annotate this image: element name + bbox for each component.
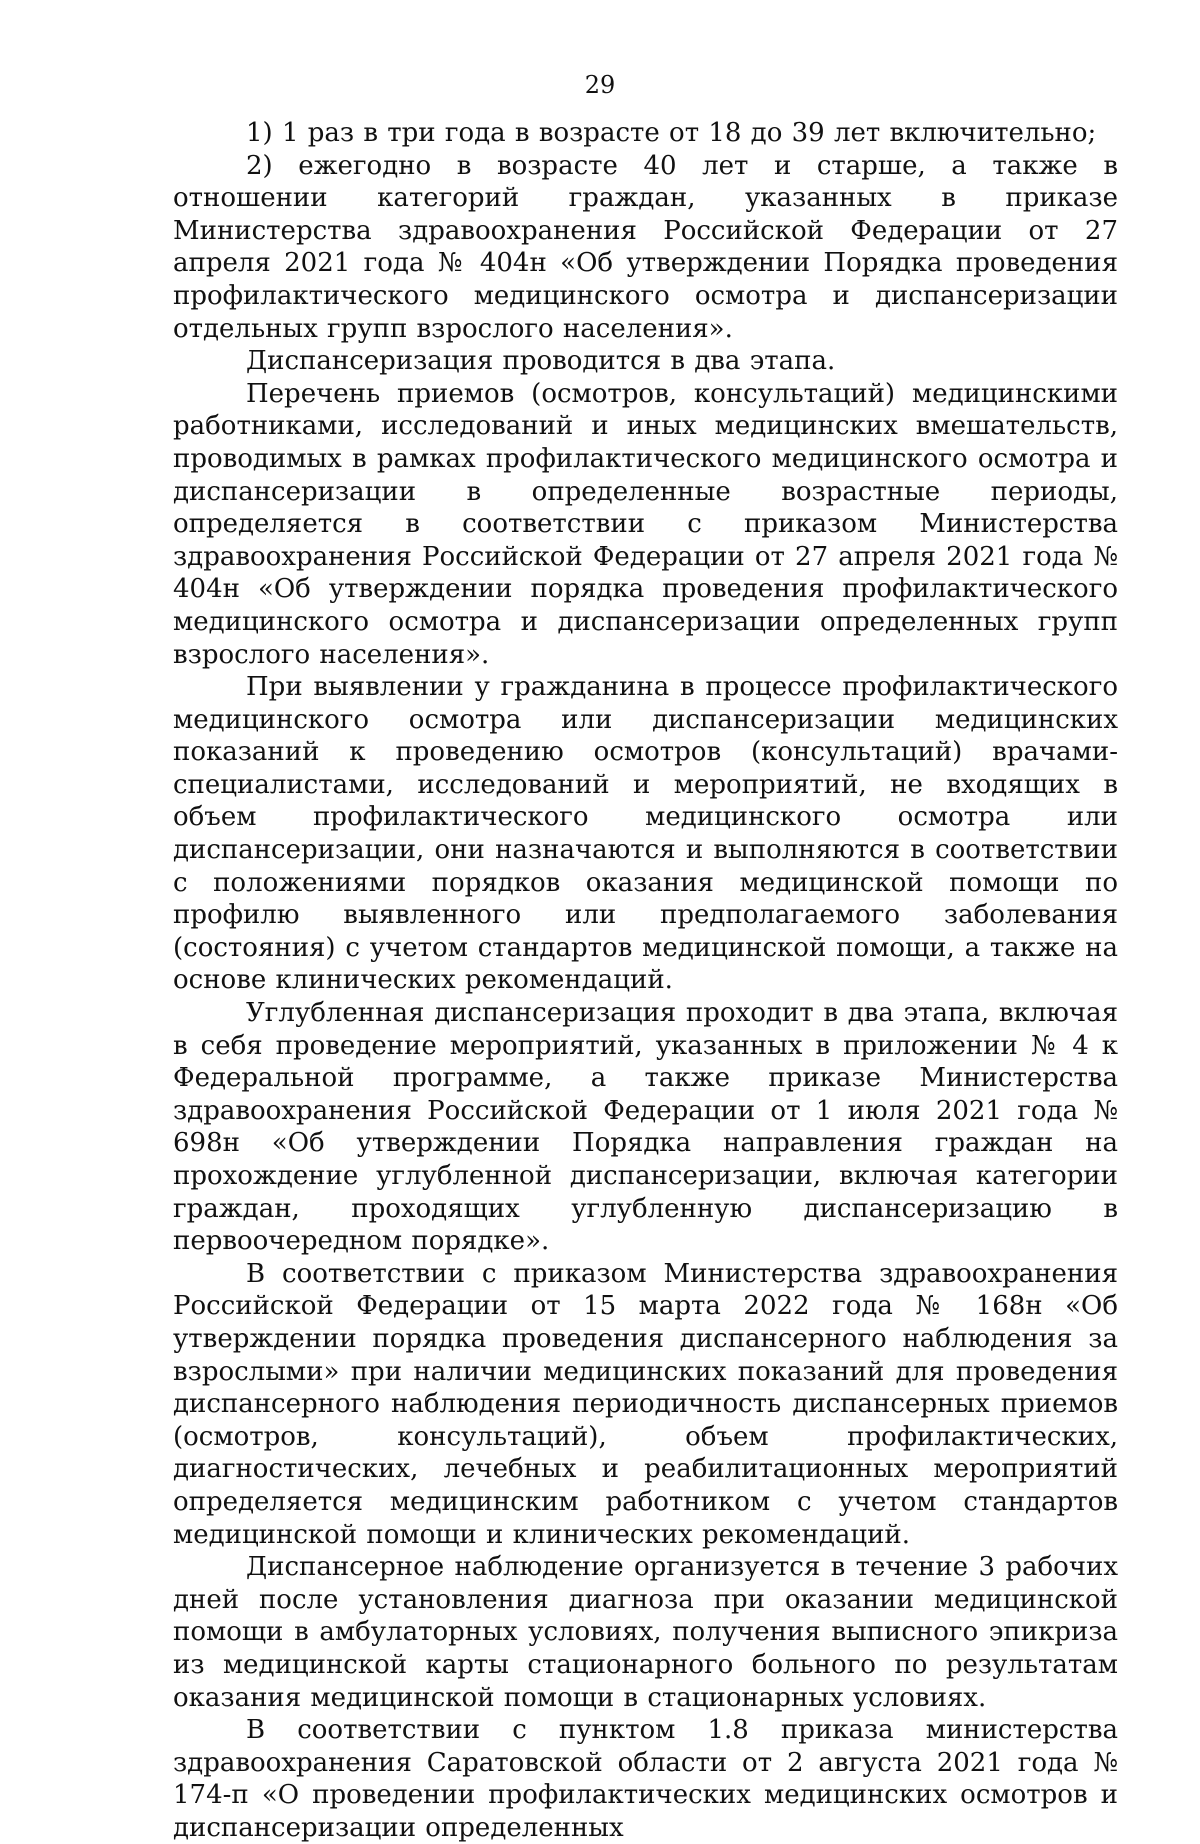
paragraph-saratov-order: В соответствии с пунктом 1.8 приказа министерства здравоохранения Саратовской области от 2 августа 2021 года № 174-п «О проведении профилактических медицинских осмотров и диспансеризации определенных: [173, 1715, 1118, 1843]
paragraph-in-depth: Углубленная диспансеризация проходит в два этапа, включая в себя проведение мероприятий, указанных в приложении № 4 к Федеральной программе, а также приказе Министерства здравоохранения Российской Федерации от 1 июля 2021 года № 698н «Об утверждении Порядка направления граждан на прохождение углубленной диспансеризации, включая категории граждан, проходящих углубленную диспансеризацию в первоочередном порядке».: [173, 998, 1118, 1257]
paragraph-item-2: 2) ежегодно в возрасте 40 лет и старше, а также в отношении категорий граждан, указанных в приказе Министерства здравоохранения Российской Федерации от 27 апреля 2021 года № 404н «Об утверждении Порядка проведения профилактического медицинского осмотра и диспансеризации отдельных групп взрослого населения».: [173, 150, 1118, 344]
page-number: 29: [584, 71, 616, 99]
paragraph-order-168n: В соответствии с приказом Министерства здравоохранения Российской Федерации от 15 марта 2022 года № 168н «Об утверждении порядка проведения диспансерного наблюдения за взрослыми» при наличии медицинских показаний для проведения диспансерного наблюдения периодичность диспансерных приемов (осмотров, консультаций), объем профилактических, диагностических, лечебных и реабилитационных мероприятий определяется медицинским работником с учетом стандартов медицинской помощи и клинических рекомендаций.: [173, 1258, 1118, 1550]
paragraph-observation: Диспансерное наблюдение организуется в течение 3 рабочих дней после установления диагноза при оказании медицинской помощи в амбулаторных условиях, получения выписного эпикриза из медицинской карты стационарного больного по результатам оказания медицинской помощи в стационарных условиях.: [173, 1552, 1118, 1713]
document-body: [173, 117, 1118, 1844]
paragraph-stages: Диспансеризация проводится в два этапа.: [246, 346, 836, 377]
paragraph-indications: При выявлении у гражданина в процессе профилактического медицинского осмотра или диспансеризации медицинских показаний к проведению осмотров (консультаций) врачами-специалистами, исследований и мероприятий, не входящих в объем профилактического медицинского осмотра или диспансеризации, они назначаются и выполняются в соответствии с положениями порядков оказания медицинской помощи по профилю выявленного или предполагаемого заболевания (состояния) с учетом стандартов медицинской помощи, а также на основе клинических рекомендаций.: [173, 672, 1118, 996]
paragraph-item-1: 1) 1 раз в три года в возрасте от 18 до 39 лет включительно;: [246, 118, 1097, 148]
paragraph-exam-list: Перечень приемов (осмотров, консультаций) медицинскими работниками, исследований и иных медицинских вмешательств, проводимых в рамках профилактического медицинского осмотра и диспансеризации в определенные возрастные периоды, определяется в соответствии с приказом Министерства здравоохранения Российской Федерации от 27 апреля 2021 года № 404н «Об утверждении порядка проведения профилактического медицинского осмотра и диспансеризации определенных групп взрослого населения».: [173, 378, 1118, 670]
